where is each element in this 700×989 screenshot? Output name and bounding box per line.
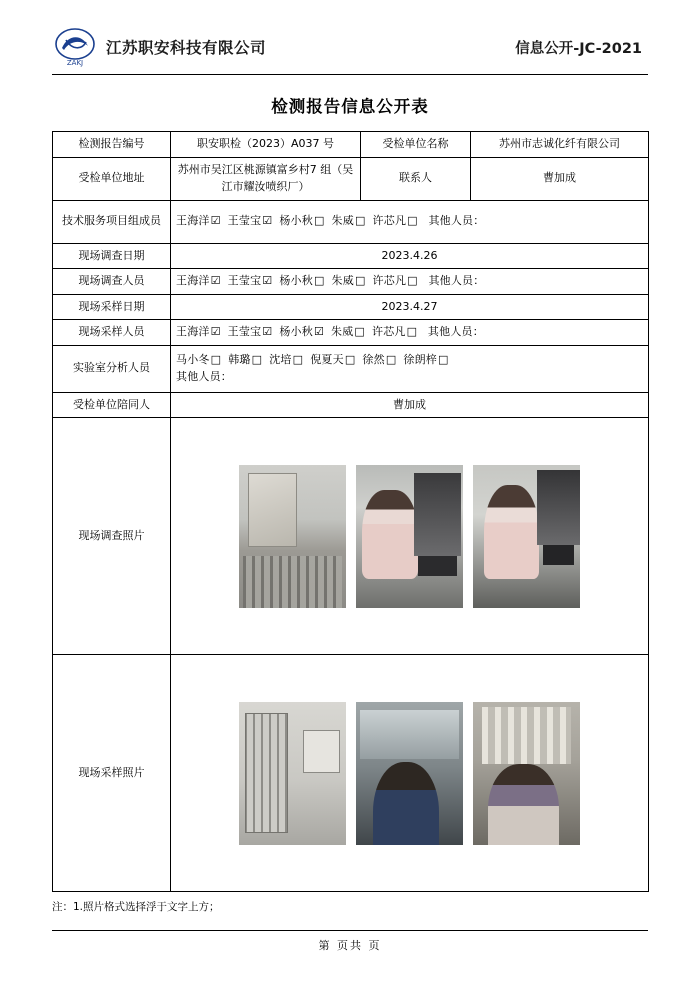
person-name: 王莹宝: [227, 214, 262, 228]
page-title: 检测报告信息公开表: [271, 97, 429, 116]
team-other-label: 其他人员：: [428, 214, 485, 228]
site-sampling-photo-3: [473, 702, 580, 845]
page-footer: [52, 930, 648, 953]
checkbox-unchecked[interactable]: □: [354, 325, 366, 338]
table-row: [53, 294, 649, 320]
table-row: [53, 269, 649, 295]
survey-date-label: 现场调查日期: [53, 243, 171, 269]
survey-date-value: 2023.4.26: [171, 243, 649, 269]
person-name: 王海洋: [176, 325, 210, 338]
svg-text:ZAKJ: ZAKJ: [66, 59, 84, 67]
survey-people-value: [171, 269, 649, 295]
checkbox-unchecked[interactable]: □: [407, 214, 418, 228]
checkbox-checked[interactable]: ☑: [262, 274, 273, 287]
site-sampling-photo-2: [356, 702, 463, 845]
checkbox-checked[interactable]: ☑: [210, 325, 221, 338]
report-no-label: 检测报告编号: [53, 132, 171, 158]
person-name: 许芯凡: [372, 274, 407, 287]
person-name: 韩璐: [228, 353, 251, 366]
document-code: 信息公开-JC-2021: [515, 40, 642, 57]
sampling-photo-row: [176, 659, 643, 887]
checkbox-checked[interactable]: ☑: [210, 274, 221, 287]
person-name: 朱威: [331, 325, 354, 338]
table-row: [53, 132, 649, 158]
team-label: 技术服务项目组成员: [53, 200, 171, 243]
survey-photo-row: [176, 422, 643, 650]
table-row: [53, 157, 649, 200]
site-survey-photo-3: [473, 465, 580, 608]
contact-value: 曹加成: [471, 157, 649, 200]
escort-label: 受检单位陪同人: [53, 392, 171, 418]
person-name: 杨小秋: [279, 274, 313, 287]
checkbox-unchecked[interactable]: □: [385, 353, 397, 366]
checkbox-unchecked[interactable]: □: [438, 353, 449, 366]
person-name: 王莹宝: [227, 325, 262, 338]
checkbox-checked[interactable]: ☑: [262, 325, 273, 338]
person-name: 马小冬: [176, 353, 210, 366]
checkbox-unchecked[interactable]: □: [251, 353, 263, 366]
page-number: 第 页共 页: [318, 939, 382, 952]
table-row: [53, 320, 649, 346]
site-survey-photo-1: [239, 465, 346, 608]
team-value: [171, 200, 649, 243]
lab-label: 实验室分析人员: [53, 345, 171, 392]
checkbox-unchecked[interactable]: □: [354, 274, 366, 287]
sampling-people-value: [171, 320, 649, 346]
header-brand: [52, 26, 266, 68]
person-name: 王莹宝: [227, 274, 262, 287]
checkbox-checked[interactable]: ☑: [210, 214, 221, 228]
sampling-date-label: 现场采样日期: [53, 294, 171, 320]
person-name: 许芯凡: [372, 325, 406, 338]
person-name: 徐然: [362, 353, 385, 366]
person-name: 倪夏天: [310, 353, 344, 366]
sampling-date-value: 2023.4.27: [171, 294, 649, 320]
report-no-value: 职安职检（2023）A037 号: [171, 132, 361, 158]
person-name: 朱威: [331, 274, 354, 287]
table-row: [53, 655, 649, 892]
person-name: 杨小秋: [279, 325, 313, 338]
page-header: [52, 26, 648, 74]
table-row: [53, 345, 649, 392]
survey-people-list: [176, 274, 425, 287]
lab-people-list: [176, 352, 643, 369]
table-row: [53, 243, 649, 269]
checkbox-unchecked[interactable]: □: [292, 353, 304, 366]
company-logo-icon: [52, 26, 98, 68]
checkbox-unchecked[interactable]: □: [354, 214, 366, 228]
sampling-photo-label: 现场采样照片: [53, 655, 171, 892]
table-row: [53, 418, 649, 655]
survey-photo-label: 现场调查照片: [53, 418, 171, 655]
checkbox-unchecked[interactable]: □: [210, 353, 222, 366]
sampling-other-label: 其他人员：: [427, 325, 484, 338]
person-name: 杨小秋: [279, 214, 313, 228]
client-addr-value: 苏州市吴江区桃源镇富乡村7 组（吴江市耀汝喷织厂）: [171, 157, 361, 200]
person-name: 朱威: [331, 214, 354, 228]
header-divider: [52, 74, 648, 75]
survey-other-label: 其他人员：: [428, 274, 485, 287]
checkbox-unchecked[interactable]: □: [344, 353, 356, 366]
report-info-table: [52, 131, 649, 892]
checkbox-checked[interactable]: ☑: [262, 214, 273, 228]
person-name: 王海洋: [176, 214, 210, 228]
sampling-people-label: 现场采样人员: [53, 320, 171, 346]
sampling-people-list: [176, 325, 424, 338]
site-sampling-photo-1: [239, 702, 346, 845]
table-row: [53, 200, 649, 243]
company-name: 江苏职安科技有限公司: [106, 39, 267, 57]
footer-divider: [52, 930, 648, 931]
sampling-photo-cell: [171, 655, 649, 892]
checkbox-unchecked[interactable]: □: [313, 214, 325, 228]
survey-photo-cell: [171, 418, 649, 655]
survey-people-label: 现场调查人员: [53, 269, 171, 295]
client-name-label: 受检单位名称: [361, 132, 471, 158]
client-name-value: 苏州市志诚化纤有限公司: [471, 132, 649, 158]
person-name: 王海洋: [176, 274, 210, 287]
footnote: 注：1.照片格式选择浮于文字上方；: [52, 901, 220, 913]
contact-label: 联系人: [361, 157, 471, 200]
table-row: [53, 392, 649, 418]
checkbox-unchecked[interactable]: □: [407, 274, 418, 287]
team-people-list: [176, 214, 425, 227]
person-name: 沈培: [269, 353, 292, 366]
lab-other-label: 其他人员：: [176, 369, 232, 383]
client-addr-label: 受检单位地址: [53, 157, 171, 200]
escort-value: 曹加成: [171, 392, 649, 418]
checkbox-checked[interactable]: ☑: [313, 325, 325, 338]
person-name: 许芯凡: [372, 214, 407, 228]
checkbox-unchecked[interactable]: □: [313, 274, 325, 287]
person-name: 徐朗梓: [403, 353, 438, 366]
site-survey-photo-2: [356, 465, 463, 608]
lab-value: [171, 345, 649, 392]
checkbox-unchecked[interactable]: □: [406, 325, 418, 338]
